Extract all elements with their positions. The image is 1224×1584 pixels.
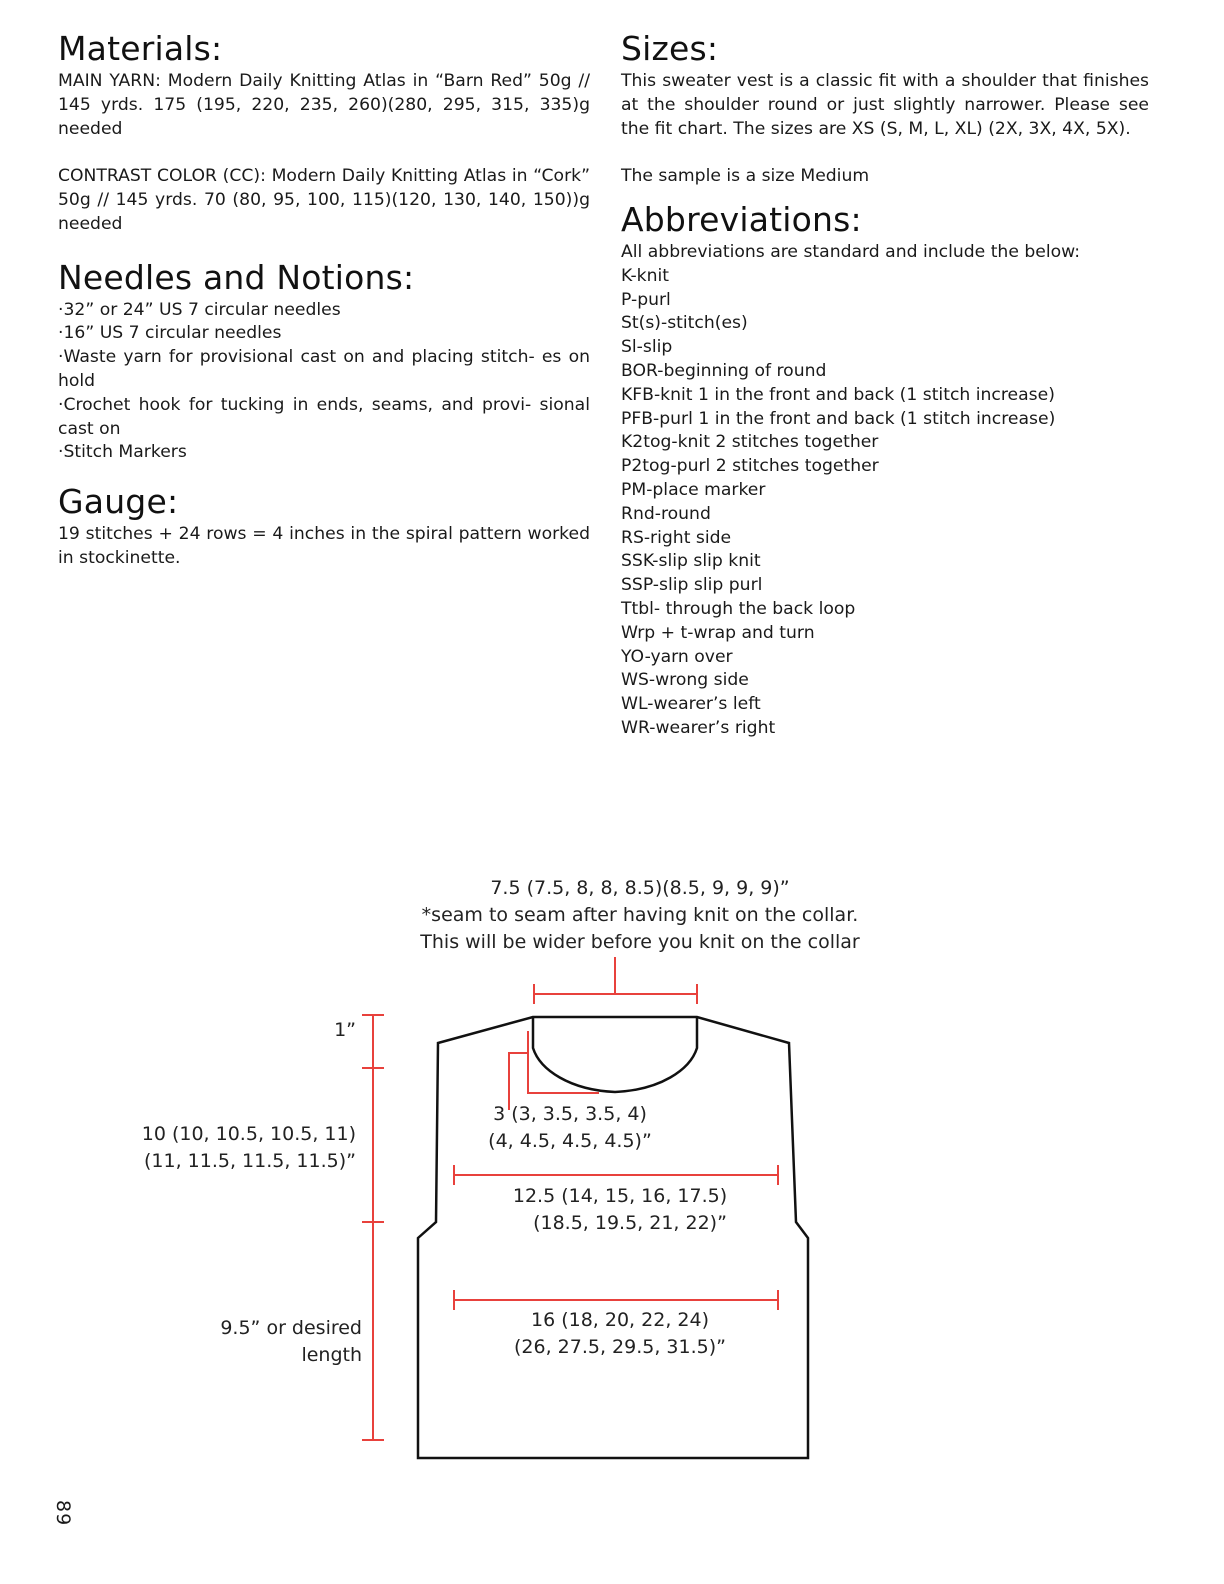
vest-body-shape xyxy=(418,1017,808,1458)
abbreviation-item: WR-wearer’s right xyxy=(621,717,776,738)
abbreviation-item: PM-place marker xyxy=(621,479,766,500)
materials-section xyxy=(58,28,590,237)
abbreviation-item: P2tog-purl 2 stitches together xyxy=(621,456,879,477)
shoulder-drop-label: 1” xyxy=(334,1019,356,1041)
neck-width-label: 7.5 (7.5, 8, 8, 8.5)(8.5, 9, 9, 9)” *seam to seam after having knit on the collar. This will be wider before you knit on the collar xyxy=(420,877,860,953)
abbreviation-item: WL-wearer’s left xyxy=(621,694,761,715)
needles-item: ·Crochet hook for tucking in ends, seams, and provi- sional cast on xyxy=(58,394,590,439)
abbreviation-item: SSK-slip slip knit xyxy=(621,551,761,572)
abbreviation-item: WS-wrong side xyxy=(621,670,749,691)
armhole-depth-label: 10 (10, 10.5, 10.5, 11) (11, 11.5, 11.5, 11.5)” xyxy=(141,1123,356,1172)
right-column xyxy=(621,28,1149,741)
needles-list xyxy=(58,299,590,466)
abbreviation-item: PFB-purl 1 in the front and back (1 stitch increase) xyxy=(621,408,1056,429)
neckline-curve xyxy=(533,1017,697,1092)
abbreviation-item: Wrp + t-wrap and turn xyxy=(621,622,815,643)
abbreviation-item: Rnd-round xyxy=(621,503,711,524)
needles-item: ·16” US 7 circular needles xyxy=(58,323,282,344)
sizes-heading: Sizes: xyxy=(621,29,719,68)
gauge-text: 19 stitches + 24 rows = 4 inches in the spiral pattern worked in stockinette. xyxy=(58,524,590,568)
abbreviation-item: KFB-knit 1 in the front and back (1 stitch increase) xyxy=(621,384,1055,405)
abbreviation-item: K-knit xyxy=(621,265,670,286)
abbreviation-item: YO-yarn over xyxy=(621,646,733,667)
needles-section xyxy=(58,257,590,466)
chest-width-label: 12.5 (14, 15, 16, 17.5) (18.5, 19.5, 21, 22)” xyxy=(512,1185,728,1234)
abbreviation-item: Ttbl- through the back loop xyxy=(621,598,856,619)
gauge-heading: Gauge: xyxy=(58,482,179,522)
main-yarn-text: MAIN YARN: Modern Daily Knitting Atlas in “Barn Red” 50g // 145 yrds. 175 (195, 220, 235, 260)(280, 295, 315, 335)g needed xyxy=(58,71,590,139)
needles-item: ·Waste yarn for provisional cast on and placing stitch- es on hold xyxy=(58,347,590,391)
neck-depth-label: 3 (3, 3.5, 3.5, 4) (4, 4.5, 4.5, 4.5)” xyxy=(488,1103,652,1152)
sizes-section xyxy=(621,28,1149,189)
abbreviations-list xyxy=(621,265,1149,741)
materials-heading: Materials: xyxy=(58,29,223,68)
abbreviation-item: K2tog-knit 2 stitches together xyxy=(621,432,879,453)
contrast-color-text: CONTRAST COLOR (CC): Modern Daily Knitting Atlas in “Cork” 50g // 145 yrds. 70 (80, 95, 100, 115)(120, 130, 140, 150))g needed xyxy=(58,166,590,234)
needles-heading: Needles and Notions: xyxy=(58,257,415,297)
left-column xyxy=(58,28,590,571)
abbreviation-item: RS-right side xyxy=(621,527,732,548)
abbreviation-item: St(s)-stitch(es) xyxy=(621,313,748,334)
abbreviation-item: Sl-slip xyxy=(621,337,673,358)
needles-item: ·32” or 24” US 7 circular needles xyxy=(58,299,341,320)
abbreviation-item: P-purl xyxy=(621,289,671,310)
abbreviation-item: SSP-slip slip purl xyxy=(621,575,763,596)
needles-item: ·Stitch Markers xyxy=(58,442,187,463)
body-length-label: 9.5” or desired length xyxy=(220,1317,362,1366)
gauge-section xyxy=(58,481,590,571)
page-number: 89 xyxy=(52,1500,74,1527)
abbreviations-section xyxy=(621,199,1149,741)
abbreviations-heading: Abbreviations: xyxy=(621,199,862,239)
sample-size-text: The sample is a size Medium xyxy=(621,166,870,187)
abbreviation-item: BOR-beginning of round xyxy=(621,360,827,381)
vest-outline xyxy=(418,1017,808,1458)
abbreviations-intro: All abbreviations are standard and include the below: xyxy=(621,241,1081,262)
sizes-text: This sweater vest is a classic fit with a shoulder that finishes at the shoulder round or just slightly narrower. Please see the fit chart. The sizes are XS (S, M, L, XL) (2X, 3X, 4X, 5X). xyxy=(621,71,1149,139)
hem-width-label: 16 (18, 20, 22, 24) (26, 27.5, 29.5, 31.5)” xyxy=(514,1309,726,1358)
